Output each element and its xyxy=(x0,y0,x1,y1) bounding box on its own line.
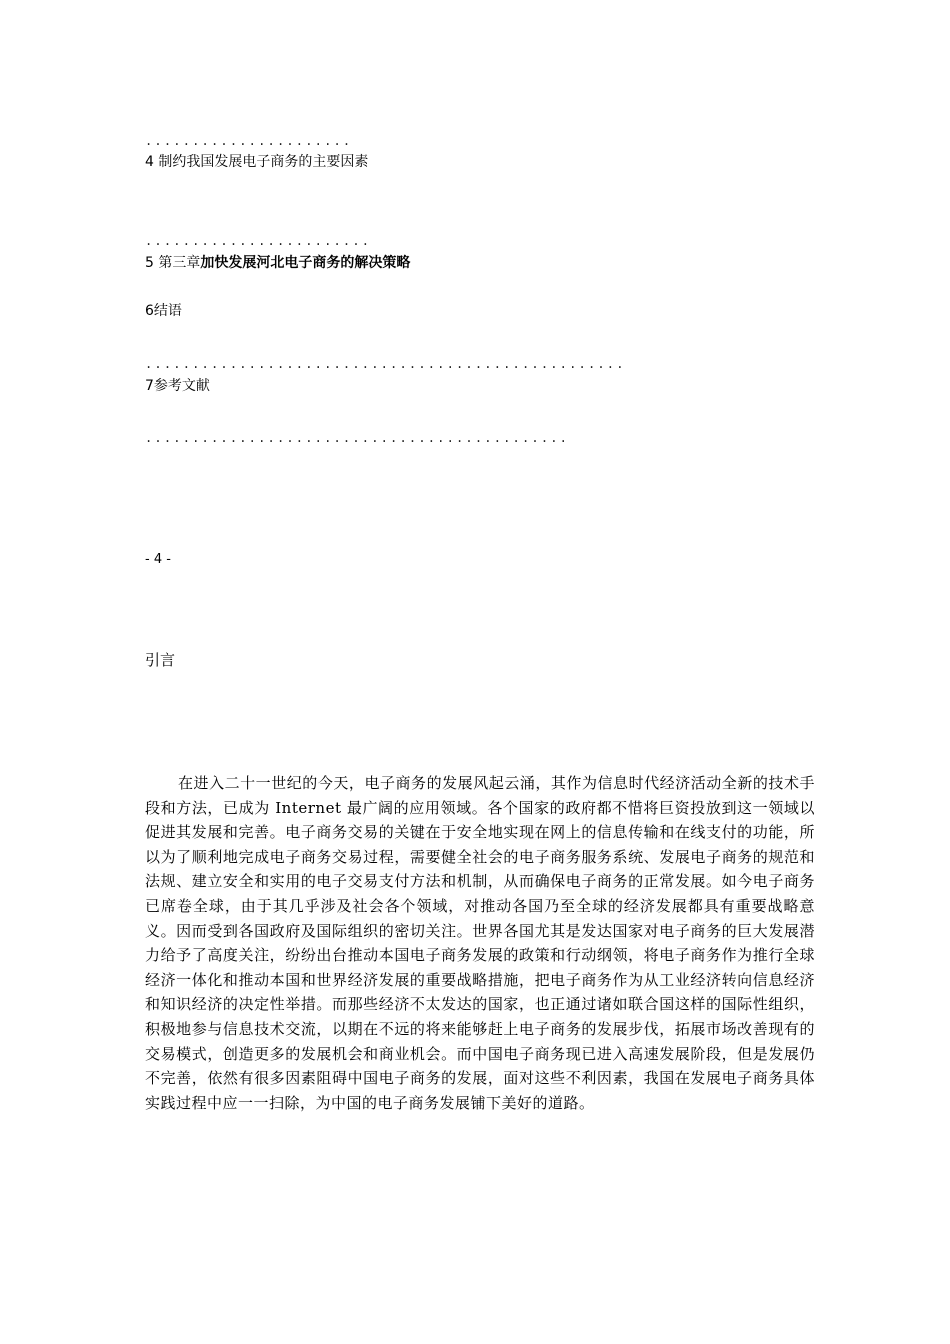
body-paragraph: 在进入二十一世纪的今天，电子商务的发展风起云涌，其作为信息时代经济活动全新的技术手段和方法，已成为 Internet 最广阔的应用领域。各个国家的政府都不惜将巨资投放到这一领域以促进其发展和完善。电子商务交易的关键在于安全地实现在网上的信息传输和在线支付的功能，所以为了顺利地完成电子商务交易过程，需要健全社会的电子商务服务系统、发展电子商务的规范和法规、建立安全和实用的电子交易支付方法和机制，从而确保电子商务的正常发展。如今电子商务已席卷全球，由于其几乎涉及社会各个领域，对推动各国乃至全球的经济发展都具有重要战略意义。因而受到各国政府及国际组织的密切关注。世界各国尤其是发达国家对电子商务的巨大发展潜力给予了高度关注，纷纷出台推动本国电子商务发展的政策和行动纲领，将电子商务作为推行全球经济一体化和推动本国和世界经济发展的重要战略措施，把电子商务作为从工业经济转向信息经济和知识经济的决定性举措。而那些经济不太发达的国家，也正通过诸如联合国这样的国际性组织，积极地参与信息技术交流，以期在不远的将来能够赶上电子商务的发展步伐，拓展市场改善现有的交易模式，创造更多的发展机会和商业机会。而中国电子商务现已进入高速发展阶段，但是发展仍不完善，依然有很多因素阻碍中国电子商务的发展，面对这些不利因素，我国在发展电子商务具体实践过程中应一一扫除，为中国的电子商务发展铺下美好的道路。 xyxy=(145,774,815,1112)
toc-entry-title: 参考文献 xyxy=(153,378,210,394)
toc-entry xyxy=(145,377,210,395)
toc-entry-title: 制约我国发展电子商务的主要因素 xyxy=(158,154,369,170)
toc-entry-title: 第三章 xyxy=(158,255,201,271)
toc-leader-dots: ...................... xyxy=(145,134,353,148)
toc-leader-dots: ................................................... xyxy=(145,357,626,371)
page-number: - 4 - xyxy=(145,552,171,567)
toc-entry-title-bold: 加快发展河北电子商务的解决策略 xyxy=(200,255,411,271)
toc-entry-number: 5 xyxy=(145,255,154,271)
toc-entry xyxy=(145,254,410,272)
section-heading: 引言 xyxy=(145,651,176,669)
toc-entry-number: 6 xyxy=(145,303,154,319)
toc-entry-title: 结语 xyxy=(153,303,182,319)
toc-entry-number: 4 xyxy=(145,154,154,170)
toc-leader-dots: ............................................. xyxy=(145,431,570,445)
toc-entry xyxy=(145,153,368,171)
toc-entry-number: 7 xyxy=(145,378,154,394)
toc-entry xyxy=(145,302,182,320)
toc-leader-dots: ........................ xyxy=(145,234,372,248)
